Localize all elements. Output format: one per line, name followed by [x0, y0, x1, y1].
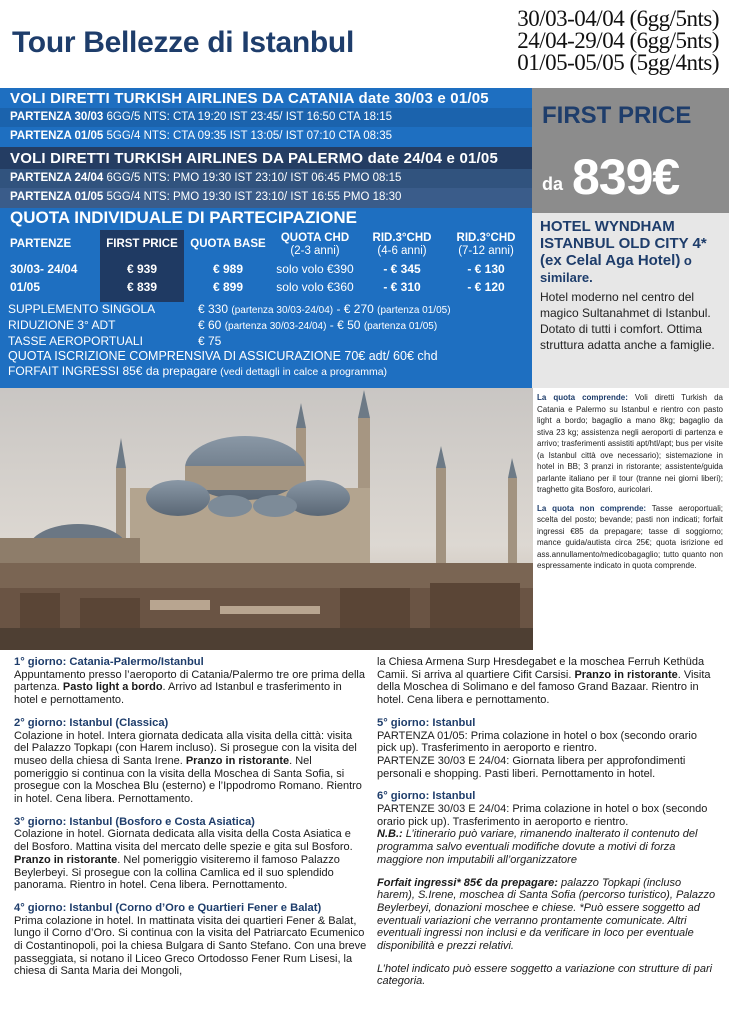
- row1-first-price: € 939: [126, 262, 158, 276]
- row2-quota-chd: solo volo €360: [276, 280, 354, 294]
- day-4: [14, 902, 368, 978]
- first-price-label: FIRST PRICE: [542, 102, 692, 129]
- day-3: [14, 816, 368, 892]
- date-line-2: 24/04-29/04 (6gg/5nts): [517, 28, 719, 53]
- palermo-flight-row-1: PARTENZA 24/04 6GG/5 NTS: PMO 19:30 IST 23:10/ IST 06:45 PMO 08:15: [0, 169, 532, 188]
- day-4-continued: la Chiesa Armena Surp Hresdegabet e la moschea Ferruh Kethüda Camii. Si arriva al quartiere Cifit Carsisi. Pranzo in ristorante. Visita della Moschea di Solimano e del famoso Grand Bazaar. Rientro in hotel. Cena libera e pernottamento.: [377, 656, 711, 707]
- day-6-text: PARTENZE 30/03 E 24/04: Prima colazione in hotel o box (secondo orario pick up). Trasferimento in aeroporto e rientro.: [377, 803, 708, 828]
- day-1-title: 1° giorno: Catania-Palermo/Istanbul: [14, 656, 204, 668]
- mosque-photo: [0, 388, 533, 650]
- day-5-text-b: PARTENZE 30/03 E 24/04: Giornata libera per approfondimenti personali e shopping. Pasti liberi. Pernottamento in hotel.: [377, 754, 686, 780]
- first-price-box: [532, 88, 729, 213]
- itinerary-right: [377, 656, 717, 998]
- day-5: [377, 717, 717, 781]
- row2-rid-7-12: - € 120: [467, 280, 505, 294]
- day-4-text: Prima colazione in hotel. In mattinata visita dei quartieri Fener & Balat, lungo il Corno d’Oro. Si continua con la visita del Patriarcato Ecumenico di Costantinopoli, poi la chiesa Bulgara di Santo Stefano. Con una breve passeggiata, si notano il Liceo Greco Ortodosso Fener Rum Lisesi, la chiesa di Santa Maria dei Mongoli,: [14, 914, 367, 978]
- palermo-flight-row-2: PARTENZA 01/05 5GG/4 NTS: PMO 19:30 IST 23:10/ IST 16:55 PMO 18:30: [0, 188, 532, 208]
- row1-rid-4-6: - € 345: [383, 262, 421, 276]
- day-5-text-a: PARTENZA 01/05: Prima colazione in hotel o box (secondo orario pick up). Trasferimento in aeroporto e rientro.: [377, 729, 697, 755]
- day-1: [14, 656, 368, 707]
- day-3-title: 3° giorno: Istanbul (Bosforo e Costa Asiatica): [14, 815, 255, 828]
- row2-rid-4-6: - € 310: [383, 280, 421, 294]
- catania-flight-row-1: PARTENZA 30/03 6GG/5 NTS: CTA 19:20 IST 23:45/ IST 16:50 CTA 18:15: [0, 108, 532, 127]
- page-title: Tour Bellezze di Istanbul: [12, 26, 354, 59]
- date-line-3: 01/05-05/05 (5gg/4nts): [517, 50, 719, 75]
- row1-quota-base: € 989: [212, 262, 244, 276]
- page-header: [0, 0, 729, 88]
- catania-flight-row-2: PARTENZA 01/05 5GG/4 NTS: CTA 09:35 IST 13:05/ IST 07:10 CTA 08:35: [0, 127, 532, 147]
- price-extras: [8, 302, 451, 380]
- col-header-quota-base: QUOTA BASE: [190, 238, 266, 250]
- day-6-title: 6° giorno: Istanbul: [377, 790, 476, 803]
- day-2-title: 2° giorno: Istanbul (Classica): [14, 716, 169, 729]
- row1-rid-7-12: - € 130: [467, 262, 505, 276]
- row2-first-price: € 839: [126, 280, 158, 294]
- row1-partenze: 30/03- 24/04: [10, 262, 78, 276]
- date-line-1: 30/03-04/04 (6gg/5nts): [517, 6, 719, 31]
- riduzione-adt: RIDUZIONE 3° ADT € 60 (partenza 30/03-24/04) - € 50 (partenza 01/05): [8, 318, 438, 332]
- forfait-ingressi: FORFAIT INGRESSI 85€ da prepagare (vedi dettagli in calce a programma): [8, 364, 388, 378]
- catania-flights-header: VOLI DIRETTI TURKISH AIRLINES DA CATANIA date 30/03 e 01/05: [0, 88, 532, 108]
- day-6: [377, 790, 717, 866]
- row2-quota-base: € 899: [212, 280, 244, 294]
- price-prefix: da: [542, 174, 564, 194]
- day-3-text: Colazione in hotel. Giornata dedicata alla visita della Costa Asiatica e del Bosforo. Mattina visita del mercato delle spezie e gita sul Bosforo. Pranzo in ristorante. Nel pomeriggio visiteremo il famoso Palazzo Beylerbeyi. Si prosegue con la collina Camlica ed il suo splendido panorama. Rientro in hotel. Cena libera. Pernottamento.: [14, 828, 353, 892]
- row1-quota-chd: solo volo €390: [276, 262, 354, 276]
- palermo-flights-header: VOLI DIRETTI TURKISH AIRLINES DA PALERMO date 24/04 e 01/05: [0, 147, 532, 169]
- col-header-quota-chd: QUOTA CHD (2-3 anni): [280, 232, 350, 257]
- hotel-variation-note: L’hotel indicato può essere soggetto a variazione con strutture di pari categoria.: [377, 962, 713, 988]
- itinerary-left: [14, 656, 368, 988]
- day-1-text: Appuntamento presso l’aeroporto di Catania/Palermo tre ore prima della partenza. Pasto light a bordo. Arrivo ad Istanbul e trasferimento in hotel e pernottamento.: [14, 668, 365, 707]
- day-2: [14, 717, 368, 806]
- hotel-name: HOTEL WYNDHAM ISTANBUL OLD CITY 4* (ex Celal Aga Hotel) o similare.: [540, 218, 707, 285]
- day-2-text: Colazione in hotel. Intera giornata dedicata alla visita della città: visita del Palazzo Topkapı (con Harem incluso). Si prosegue con la visita del museo della chiesa di Santa Irene. Pranzo in ristorante. Nel pomeriggio si continua con la visita della Moschea di Santa Sofia, si prosegue con la Moschea Blu (esterno) e l’Ippodromo Romano. Rientro in hotel. Cena libera. Pernottamento.: [14, 729, 362, 806]
- hotel-description: Hotel moderno nel centro del magico Sultanahmet di Istanbul. Dotato di tutti i comfort. Ottima struttura adatta anche a famiglie.: [540, 290, 715, 352]
- inclusions-notes: [537, 392, 723, 579]
- day-5-title: 5° giorno: Istanbul: [377, 716, 476, 729]
- nb-note: N.B.: L’itinerario può variare, rimanendo inalterato il contenuto del programma salvo eventuali modifiche dovute a motivi di forza maggiore non imputabili all’organizzatore: [377, 828, 698, 866]
- first-price-value: 839€: [572, 149, 680, 205]
- quota-comprende: La quota comprende: Voli diretti Turkish da Catania e Palermo su Istanbul e rientro con pasto light a bordo; bagaglio a mano 8kg; bagaglio da stiva 23 kg; assistenza negli aeroporti di partenza e arrivo; trasferimenti assistiti apt/htl/apt; bus per visite (a Istanbul città ove necessario); sistemazione in hotel in BB; 3 pranzi in ristorante; assistente/guida parlante italiano per il tour (tranne nei giorni liberi); traghetto gita Bosforo, auricolari.: [537, 393, 723, 494]
- forfait-details: Forfait ingressi* 85€ da prepagare: palazzo Topkapi (incluso harem), S.Irene, moschea di Santa Sofia (percorso turistico), Palazzo Beylerbeyi, donazioni moschee e chiese. *Può essere soggetto ad eventuali variazioni che verranno prontamente comunicate. Altri eventuali ingressi non inclusi e da verificare in loco per eventuale disponibilità e prezzi relativi.: [377, 876, 716, 953]
- supplemento-singola: SUPPLEMENTO SINGOLA € 330 (partenza 30/03-24/04) - € 270 (partenza 01/05): [8, 302, 451, 316]
- col-header-rid-4-6: RID.3°CHD (4-6 anni): [372, 232, 432, 257]
- tasse-aeroportuali: TASSE AEROPORTUALI € 75: [8, 334, 222, 348]
- col-header-partenze: PARTENZE: [10, 238, 72, 250]
- quota-non-comprende: La quota non comprende: Tasse aeroportuali; scelta del posto; bevande; pasti non indicati; forfait ingressi €85 da prepagare; tasse di soggiorno; mance guida/autista circa 25€; quota isrizione ed ass.annullamento/medicobagaglio; tutto quanto non espressamente indicato in quota comprende.: [537, 503, 724, 570]
- hotel-box: [532, 213, 729, 388]
- price-table-section: [0, 208, 532, 388]
- col-header-rid-7-12: RID.3°CHD (7-12 anni): [456, 232, 516, 257]
- day-4-title: 4° giorno: Istanbul (Corno d’Oro e Quartieri Fener e Balat): [14, 901, 322, 914]
- row2-partenze: 01/05: [10, 280, 41, 294]
- quota-iscrizione: QUOTA ISCRIZIONE COMPRENSIVA DI ASSICURAZIONE 70€ adt/ 60€ chd: [8, 349, 438, 363]
- col-header-first-price: FIRST PRICE: [106, 238, 178, 250]
- price-table-title: QUOTA INDIVIDUALE DI PARTECIPAZIONE: [10, 208, 357, 227]
- tour-dates: [517, 8, 719, 74]
